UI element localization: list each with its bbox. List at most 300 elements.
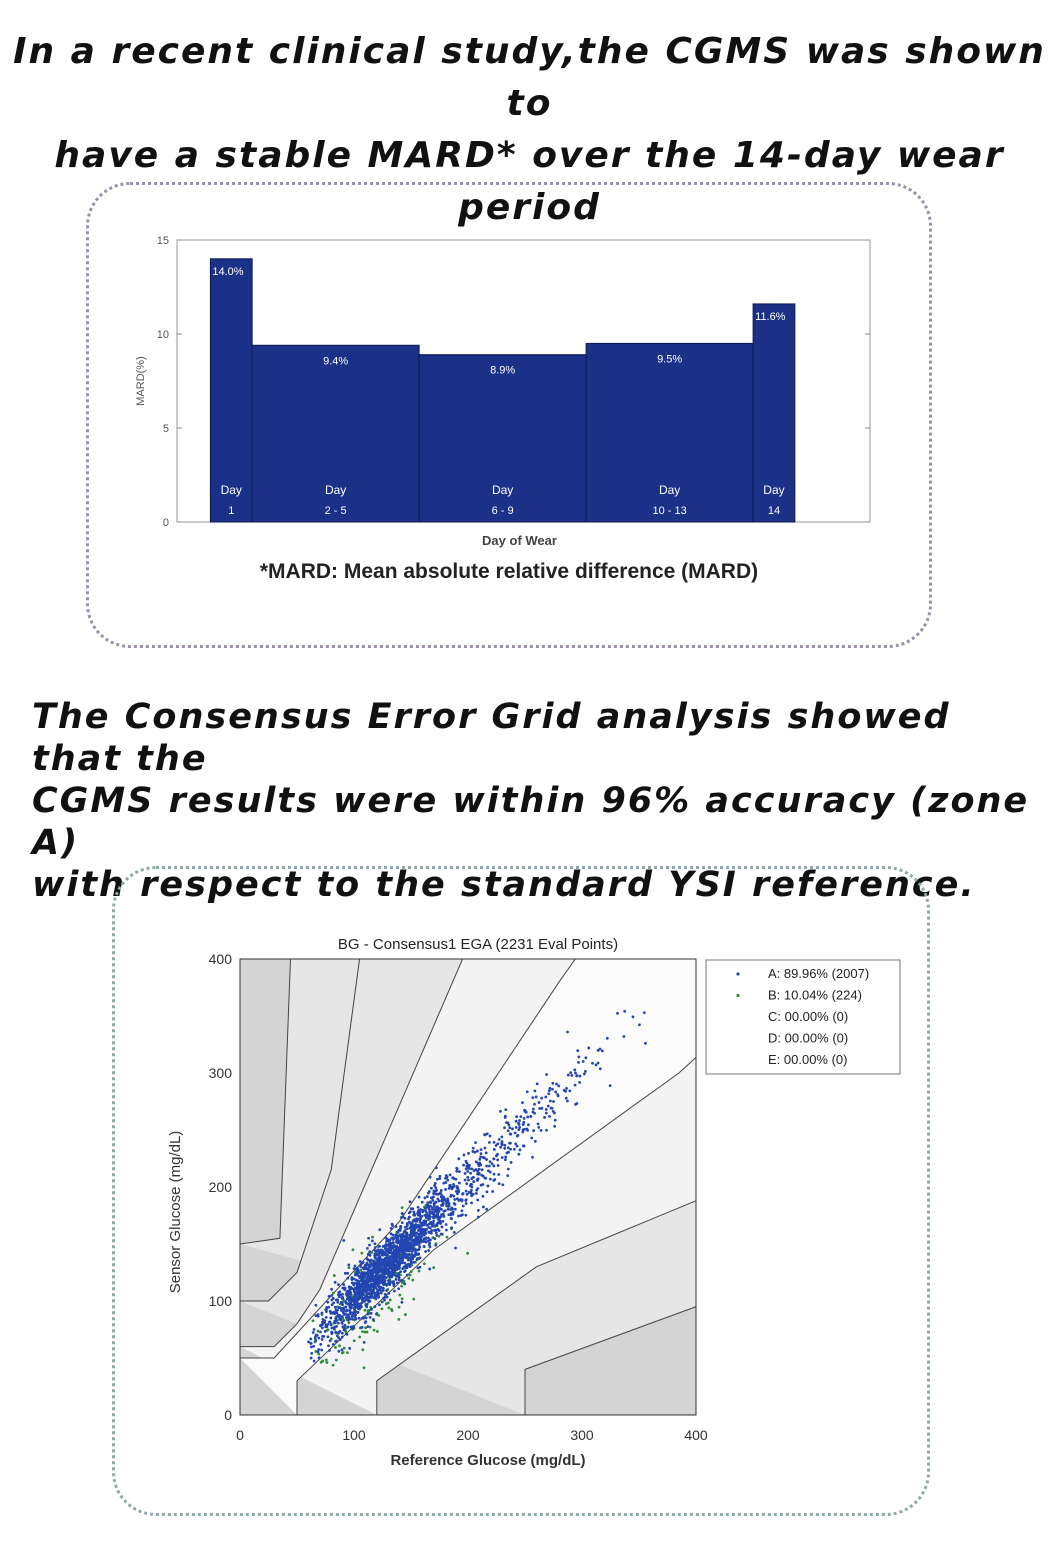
ega-point: [464, 1172, 467, 1175]
ega-point: [623, 1035, 626, 1038]
ega-point: [577, 1055, 580, 1058]
ega-point: [453, 1231, 456, 1234]
ega-point: [495, 1144, 498, 1147]
ega-point: [404, 1256, 407, 1259]
ega-point: [408, 1250, 411, 1253]
ega-point: [345, 1310, 348, 1313]
ega-point: [353, 1339, 356, 1342]
ega-point: [330, 1298, 333, 1301]
ega-point: [339, 1330, 342, 1333]
ega-point: [457, 1199, 460, 1202]
ega-point: [514, 1131, 517, 1134]
ega-point: [403, 1265, 406, 1268]
ega-point: [310, 1346, 313, 1349]
ega-point: [475, 1189, 478, 1192]
ega-point: [469, 1172, 472, 1175]
ega-point: [337, 1350, 340, 1353]
ega-point: [355, 1292, 358, 1295]
ega-point: [424, 1230, 427, 1233]
ega-point: [366, 1303, 369, 1306]
ega-point: [411, 1233, 414, 1236]
ega-point: [498, 1182, 501, 1185]
mard-bar-day-label: Day: [220, 483, 242, 497]
ega-point: [432, 1189, 435, 1192]
ega-point: [460, 1209, 463, 1212]
ega-point: [405, 1245, 408, 1248]
ega-point: [396, 1281, 399, 1284]
ega-point: [442, 1182, 445, 1185]
ega-point: [333, 1320, 336, 1323]
ega-point: [329, 1339, 332, 1342]
ega-point: [410, 1270, 413, 1273]
ega-point: [583, 1073, 586, 1076]
ega-point: [386, 1238, 389, 1241]
ega-point: [428, 1268, 431, 1271]
ega-point: [519, 1115, 522, 1118]
ega-point: [348, 1286, 351, 1289]
ega-point: [344, 1272, 347, 1275]
mard-xlabel: Day of Wear: [482, 533, 557, 548]
ega-point: [341, 1332, 344, 1335]
ega-point: [382, 1277, 385, 1280]
ega-point: [431, 1199, 434, 1202]
ega-point: [364, 1321, 367, 1324]
ega-point: [438, 1229, 441, 1232]
ega-point: [341, 1293, 344, 1296]
ega-point: [423, 1237, 426, 1240]
ega-point: [412, 1298, 415, 1301]
ega-point: [330, 1288, 333, 1291]
ega-point: [484, 1133, 487, 1136]
ega-point: [554, 1119, 557, 1122]
ega-point: [318, 1356, 321, 1359]
ega-point: [498, 1138, 501, 1141]
ega-point: [390, 1267, 393, 1270]
mard-bar-range-label: 10 - 13: [652, 505, 687, 517]
ega-point: [344, 1324, 347, 1327]
ega-point: [334, 1317, 337, 1320]
ega-point: [360, 1252, 363, 1255]
ega-point: [530, 1137, 533, 1140]
ega-point: [424, 1250, 427, 1253]
ega-point: [392, 1259, 395, 1262]
ega-point: [358, 1336, 361, 1339]
ega-point: [407, 1277, 410, 1280]
ega-point: [347, 1325, 350, 1328]
ega-point: [458, 1182, 461, 1185]
ega-point: [445, 1199, 448, 1202]
ega-point: [445, 1223, 448, 1226]
ega-point: [397, 1274, 400, 1277]
ega-point: [387, 1279, 390, 1282]
ega-point: [577, 1061, 580, 1064]
ega-point: [497, 1164, 500, 1167]
ega-point: [517, 1134, 520, 1137]
ega-point: [380, 1286, 383, 1289]
ega-point: [366, 1297, 369, 1300]
ega-point: [349, 1305, 352, 1308]
ega-point: [385, 1295, 388, 1298]
ega-point: [551, 1107, 554, 1110]
ega-point: [389, 1242, 392, 1245]
ega-point: [382, 1263, 385, 1266]
ega-point: [320, 1349, 323, 1352]
ega-point: [413, 1214, 416, 1217]
ega-point: [518, 1123, 521, 1126]
ega-point: [398, 1279, 401, 1282]
ega-point: [348, 1321, 351, 1324]
ega-point: [506, 1174, 509, 1177]
ega-point: [407, 1238, 410, 1241]
ega-point: [319, 1331, 322, 1334]
ega-point: [437, 1207, 440, 1210]
ega-point: [309, 1342, 312, 1345]
ega-point: [485, 1208, 488, 1211]
ega-point: [398, 1263, 401, 1266]
ega-point: [463, 1154, 466, 1157]
ega-point: [472, 1180, 475, 1183]
ega-point: [447, 1205, 450, 1208]
ega-point: [400, 1285, 403, 1288]
ega-point: [410, 1236, 413, 1239]
ega-point: [565, 1097, 568, 1100]
ega-point: [489, 1178, 492, 1181]
ega-point: [526, 1115, 529, 1118]
ega-point: [543, 1116, 546, 1119]
ega-point: [489, 1135, 492, 1138]
ega-point: [527, 1123, 530, 1126]
ega-point: [384, 1248, 387, 1251]
ega-point: [567, 1074, 570, 1077]
ega-point: [455, 1170, 458, 1173]
ega-point: [507, 1168, 510, 1171]
ega-point: [457, 1157, 460, 1160]
ega-point: [321, 1323, 324, 1326]
headline-ega-line3: with respect to the standard YSI reference.: [32, 865, 976, 905]
ega-point: [403, 1242, 406, 1245]
ega-point: [388, 1248, 391, 1251]
ega-point: [331, 1327, 334, 1330]
mard-bar-value-label: 11.6%: [755, 310, 786, 323]
ega-point: [384, 1257, 387, 1260]
ega-point: [432, 1220, 435, 1223]
ega-point: [440, 1199, 443, 1202]
ega-point: [454, 1203, 457, 1206]
ega-point: [532, 1111, 535, 1114]
ega-point: [470, 1183, 473, 1186]
ega-point: [342, 1351, 345, 1354]
ega-legend-label: B: 10.04% (224): [768, 987, 862, 1003]
ega-point: [400, 1249, 403, 1252]
ega-point: [428, 1212, 431, 1215]
ega-point: [499, 1146, 502, 1149]
ega-point: [476, 1150, 479, 1153]
ega-point: [504, 1115, 507, 1118]
ega-point: [382, 1253, 385, 1256]
ega-point: [507, 1146, 510, 1149]
ega-point: [354, 1300, 357, 1303]
ega-point: [566, 1100, 569, 1103]
ega-point: [409, 1263, 412, 1266]
ega-legend-label: A: 89.96% (2007): [768, 966, 870, 981]
ega-point: [392, 1272, 395, 1275]
ega-point: [438, 1219, 441, 1222]
ega-point: [480, 1148, 483, 1151]
ega-point: [380, 1267, 383, 1270]
ega-point: [359, 1260, 362, 1263]
ega-point: [479, 1163, 482, 1166]
ega-point: [393, 1237, 396, 1240]
ega-point: [370, 1273, 373, 1276]
ega-point: [359, 1269, 362, 1272]
ega-point: [523, 1117, 526, 1120]
ega-point: [540, 1107, 543, 1110]
ega-point: [376, 1262, 379, 1265]
ega-point: [338, 1344, 341, 1347]
ega-point: [419, 1208, 422, 1211]
ega-point: [361, 1348, 364, 1351]
mard-bar-value-label: 9.4%: [323, 355, 349, 368]
ega-point: [434, 1193, 437, 1196]
ega-point: [412, 1211, 415, 1214]
ega-point: [365, 1305, 368, 1308]
ega-point: [385, 1272, 388, 1275]
ega-point: [362, 1261, 365, 1264]
ega-point: [529, 1115, 532, 1118]
ega-point: [434, 1244, 437, 1247]
ega-point: [429, 1176, 432, 1179]
ega-point: [366, 1313, 369, 1316]
ega-point: [436, 1198, 439, 1201]
ega-point: [420, 1224, 423, 1227]
ega-point: [549, 1087, 552, 1090]
ega-point: [493, 1178, 496, 1181]
ega-point: [366, 1289, 369, 1292]
ega-point: [501, 1183, 504, 1186]
ega-point: [427, 1192, 430, 1195]
mard-bar-range-label: 14: [767, 505, 781, 517]
ega-point: [454, 1208, 457, 1211]
ega-point: [452, 1195, 455, 1198]
ega-point: [333, 1328, 336, 1331]
ega-point: [423, 1245, 426, 1248]
ega-point: [343, 1347, 346, 1350]
ega-point: [488, 1165, 491, 1168]
mard-bar-range-label: 1: [228, 505, 235, 517]
ega-point: [421, 1228, 424, 1231]
ega-point: [317, 1330, 320, 1333]
ega-point: [370, 1308, 373, 1311]
ega-point: [354, 1295, 357, 1298]
ega-point: [523, 1109, 526, 1112]
ega-point: [327, 1306, 330, 1309]
ega-point: [545, 1108, 548, 1111]
ega-point: [369, 1278, 372, 1281]
ega-point: [470, 1201, 473, 1204]
ega-point: [504, 1156, 507, 1159]
ega-point: [569, 1071, 572, 1074]
ega-point: [417, 1225, 420, 1228]
ega-point: [360, 1304, 363, 1307]
ega-point: [388, 1271, 391, 1274]
headline-ega-line1: The Consensus Error Grid analysis showed that the: [32, 697, 951, 779]
ega-point: [401, 1260, 404, 1263]
ega-point: [484, 1147, 487, 1150]
ega-point: [374, 1246, 377, 1249]
ega-point: [395, 1278, 398, 1281]
ega-point: [390, 1227, 393, 1230]
ega-point: [482, 1206, 485, 1209]
ega-point: [518, 1119, 521, 1122]
ega-point: [507, 1129, 510, 1132]
ega-point: [429, 1215, 432, 1218]
ega-point: [430, 1187, 433, 1190]
ega-point: [427, 1249, 430, 1252]
ega-point: [537, 1126, 540, 1129]
ega-point: [411, 1207, 414, 1210]
ega-point: [346, 1333, 349, 1336]
ega-point: [397, 1231, 400, 1234]
ega-point: [364, 1281, 367, 1284]
ega-point: [644, 1042, 647, 1045]
ega-point: [336, 1309, 339, 1312]
ega-point: [470, 1177, 473, 1180]
mard-bar-range-label: 6 - 9: [491, 505, 514, 517]
ega-point: [341, 1303, 344, 1306]
ega-point: [434, 1182, 437, 1185]
ega-point: [419, 1217, 422, 1220]
ega-point: [376, 1330, 379, 1333]
ega-point: [429, 1231, 432, 1234]
ega-point: [390, 1275, 393, 1278]
ega-point: [393, 1290, 396, 1293]
ega-point: [418, 1248, 421, 1251]
ega-point: [504, 1158, 507, 1161]
ega-point: [339, 1338, 342, 1341]
ega-point: [381, 1250, 384, 1253]
ega-point: [443, 1197, 446, 1200]
ega-point: [576, 1049, 579, 1052]
ega-point: [334, 1340, 337, 1343]
ega-point: [405, 1266, 408, 1269]
ega-point: [364, 1309, 367, 1312]
ega-point: [312, 1331, 315, 1334]
ega-point: [392, 1283, 395, 1286]
ega-point: [367, 1271, 370, 1274]
ega-point: [363, 1300, 366, 1303]
mard-ytick-label: 0: [162, 517, 169, 529]
ega-point: [337, 1322, 340, 1325]
ega-point: [396, 1259, 399, 1262]
ega-point: [445, 1174, 448, 1177]
ega-point: [345, 1316, 348, 1319]
ega-point: [446, 1179, 449, 1182]
ega-point: [363, 1341, 366, 1344]
ega-point: [535, 1096, 538, 1099]
ega-point: [341, 1296, 344, 1299]
ega-point: [315, 1334, 318, 1337]
ega-point: [373, 1285, 376, 1288]
ega-point: [392, 1234, 395, 1237]
ega-point: [346, 1293, 349, 1296]
ega-point: [411, 1229, 414, 1232]
ega-point: [373, 1329, 376, 1332]
ega-point: [349, 1310, 352, 1313]
ega-point: [413, 1244, 416, 1247]
ega-point: [544, 1096, 547, 1099]
ega-point: [378, 1228, 381, 1231]
ega-point: [385, 1276, 388, 1279]
ega-point: [488, 1141, 491, 1144]
ega-point: [331, 1312, 334, 1315]
ega-point: [489, 1171, 492, 1174]
ega-point: [419, 1266, 422, 1269]
ega-point: [514, 1143, 517, 1146]
ega-point: [328, 1321, 331, 1324]
ega-point: [347, 1263, 350, 1266]
ega-point: [335, 1299, 338, 1302]
ega-point: [361, 1330, 364, 1333]
ega-legend: [706, 960, 900, 1074]
ega-point: [411, 1279, 414, 1282]
ega-point: [587, 1047, 590, 1050]
ega-point: [566, 1031, 569, 1034]
ega-point: [409, 1210, 412, 1213]
ega-point: [410, 1225, 413, 1228]
ega-point: [492, 1165, 495, 1168]
ega-point: [421, 1210, 424, 1213]
ega-point: [364, 1264, 367, 1267]
ega-point: [346, 1290, 349, 1293]
ega-point: [533, 1103, 536, 1106]
ega-point: [360, 1326, 363, 1329]
ega-point: [555, 1083, 558, 1086]
ega-point: [451, 1207, 454, 1210]
ega-point: [474, 1151, 477, 1154]
ega-point: [475, 1160, 478, 1163]
ega-point: [354, 1264, 357, 1267]
headline-ega-line2: CGMS results were within 96% accuracy (zone A): [32, 781, 1030, 863]
ega-point: [507, 1121, 510, 1124]
ega-point: [315, 1304, 318, 1307]
ega-point: [417, 1257, 420, 1260]
ega-point: [342, 1319, 345, 1322]
ega-point: [515, 1126, 518, 1129]
ega-point: [401, 1297, 404, 1300]
ega-point: [500, 1136, 503, 1139]
ega-point: [597, 1062, 600, 1065]
ega-point: [403, 1283, 406, 1286]
ega-point: [403, 1230, 406, 1233]
ega-point: [565, 1087, 568, 1090]
ega-point: [465, 1190, 468, 1193]
ega-point: [482, 1195, 485, 1198]
ega-point: [386, 1244, 389, 1247]
ega-point: [451, 1213, 454, 1216]
ega-point: [517, 1128, 520, 1131]
ega-title: BG - Consensus1 EGA (2231 Eval Points): [337, 936, 619, 953]
ega-point: [377, 1289, 380, 1292]
ega-point: [392, 1280, 395, 1283]
ega-point: [336, 1301, 339, 1304]
ega-point: [574, 1103, 577, 1106]
ega-point: [509, 1142, 512, 1145]
ega-point: [522, 1145, 525, 1148]
ega-point: [367, 1325, 370, 1328]
ega-point: [548, 1115, 551, 1118]
ega-point: [507, 1151, 510, 1154]
ega-point: [407, 1254, 410, 1257]
